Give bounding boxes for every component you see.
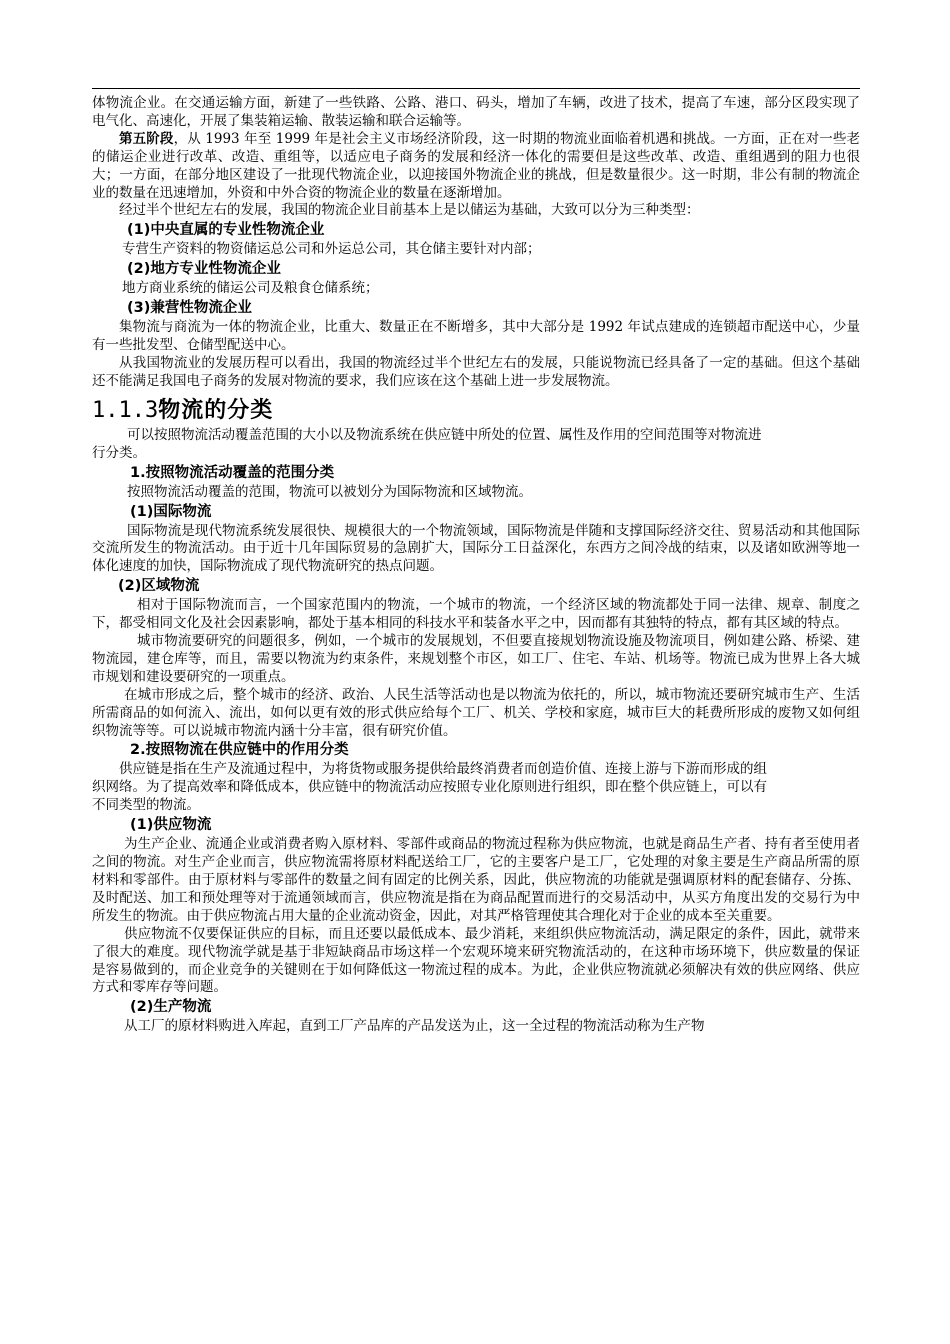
paragraph: 国际物流是现代物流系统发展很快、规模很大的一个物流领域，国际物流是伴随和支撑国际经济交往、贸易活动和其他国际交流所发生的物流活动。由于近十几年国际贸易的急剧扩大，国际分工日益深化，东西方之间冷战的结束，以及诸如欧洲等地一体化速度的加快，国际物流成了现代物流研究的热点问题。	[92, 522, 860, 575]
heading-production-logistics: (2)生产物流	[130, 999, 212, 1016]
paragraph: 从工厂的原材料购进入库起，直到工厂产品库的产品发送为止，这一全过程的物流活动称为生产物	[124, 1018, 705, 1035]
paragraph: 可以按照物流活动覆盖范围的大小以及物流系统在供应链中所处的位置、属性及作用的空间范围等对物流进行分类。	[92, 426, 762, 461]
paragraph-text: ，从 1993 年至 1999 年是社会主义市场经济阶段，这一时期的物流业面临着机遇和挑战。一方面，正在对一些老的储运企业进行改革、改造、重组等，以适应电子商务的发展和经济一体化的需要但是这些改革、改造、重组遇到的阻力也很大；一方面，在部分地区建设了一批现代物流企业，以迎接国外物流企业的挑战，但是数量很少。这一时期，非公有制的物流企业的数量在迅速增加，外资和中外合资的物流企业的数量在逐渐增加。	[92, 130, 860, 201]
paragraph: 经过半个世纪左右的发展，我国的物流企业目前基本上是以储运为基础，大致可以分为三种类型：	[119, 202, 700, 219]
header-rule	[92, 88, 860, 89]
heading-regional-logistics: (2)区域物流	[118, 578, 200, 595]
paragraph	[92, 131, 860, 203]
heading-by-scope: 1.按照物流活动覆盖的范围分类	[130, 464, 335, 481]
heading-local-enterprise: (2)地方专业性物流企业	[127, 261, 281, 278]
paragraph: 在城市形成之后，整个城市的经济、政治、人民生活等活动也是以物流为依托的，所以，城市物流还要研究城市生产、生活所需商品的如何流入、流出，如何以更有效的形式供应给每个工厂、机关、学校和家庭，城市巨大的耗费所形成的废物又如何组织物流等等。可以说城市物流内涵十分丰富，很有研究价值。	[92, 686, 860, 739]
paragraph: 供应链是指在生产及流通过程中，为将货物或服务提供给最终消费者而创造价值、连接上游与下游而形成的组织网络。为了提高效率和降低成本，供应链中的物流活动应按照专业化原则进行组织，即在整个供应链上，可以有不同类型的物流。	[92, 761, 767, 814]
paragraph: 从我国物流业的发展历程可以看出，我国的物流经过半个世纪左右的发展，只能说物流已经具备了一定的基础。但这个基础还不能满足我国电子商务的发展对物流的要求，我们应该在这个基础上进一步发展物流。	[92, 354, 860, 389]
paragraph: 供应物流不仅要保证供应的目标，而且还要以最低成本、最少消耗，来组织供应物流活动，满足限定的条件，因此，就带来了很大的难度。现代物流学就是基于非短缺商品市场这样一个宏观环境来研究物流活动的，在这种市场环境下，供应数量的保证是容易做到的，而企业竞争的关键则在于如何降低这一物流过程的成本。为此，企业供应物流就必须解决有效的供应网络、供应方式和零库存等问题。	[92, 925, 860, 996]
paragraph: 城市物流要研究的问题很多，例如，一个城市的发展规划，不但要直接规划物流设施及物流项目，例如建公路、桥梁、建物流园，建仓库等，而且，需要以物流为约束条件，来规划整个市区，如工厂、住宅、车站、机场等。物流已成为世界上各大城市规划和建设要研究的一项重点。	[92, 633, 860, 685]
paragraph: 专营生产资料的物资储运总公司和外运总公司，其仓储主要针对内部；	[122, 241, 541, 258]
heading-mixed-enterprise: (3)兼营性物流企业	[127, 300, 252, 317]
paragraph: 相对于国际物流而言，一个国家范围内的物流，一个城市的物流，一个经济区域的物流都处于同一法律、规章、制度之下，都受相同文化及社会因素影响，都处于基本相同的科技水平和装备水平之中，因而都有其独特的特点，都有其区域的特点。	[92, 597, 860, 632]
section-heading	[92, 397, 860, 425]
heading-international-logistics: (1)国际物流	[130, 503, 212, 520]
paragraph: 为生产企业、流通企业或消费者购入原材料、零部件或商品的物流过程称为供应物流，也就是商品生产者、持有者至使用者之间的物流。对生产企业而言，供应物流需将原材料配送给工厂，它的主要客户是工厂，它处理的对象主要是生产商品所需的原材料和零部件。由于原材料与零部件的数量之间有固定的比例关系，因此，供应物流的功能就是强调原材料的配套储存、分拣、及时配送、加工和预处理等对于流通领域而言，供应物流是指在为商品配置而进行的交易活动中，从买方角度出发的交易行为中所发生的物流。由于供应物流占用大量的企业流动资金，因此，对其严格管理使其合理化对于企业的成本至关重要。	[92, 836, 860, 924]
document-page	[92, 95, 860, 1036]
section-number: 1.1.3	[92, 397, 159, 423]
paragraph: 体物流企业。在交通运输方面，新建了一些铁路、公路、港口、码头，增加了车辆，改进了技术，提高了车速，部分区段实现了电气化、高速化，开展了集装箱运输、散装运输和联合运输等。	[92, 95, 860, 129]
stage-lead: 第五阶段	[119, 130, 174, 147]
heading-by-supply-chain: 2.按照物流在供应链中的作用分类	[130, 742, 349, 759]
heading-supply-logistics: (1)供应物流	[130, 817, 212, 834]
paragraph: 地方商业系统的储运公司及粮食仓储系统；	[122, 280, 379, 297]
section-title: 物流的分类	[158, 397, 274, 423]
paragraph: 按照物流活动覆盖的范围，物流可以被划分为国际物流和区域物流。	[127, 483, 532, 500]
paragraph: 集物流与商流为一体的物流企业，比重大、数量正在不断增多，其中大部分是 1992 年试点建成的连锁超市配送中心，少量有一些批发型、仓储型配送中心。	[92, 319, 860, 354]
heading-central-enterprise: (1)中央直属的专业性物流企业	[127, 222, 325, 239]
